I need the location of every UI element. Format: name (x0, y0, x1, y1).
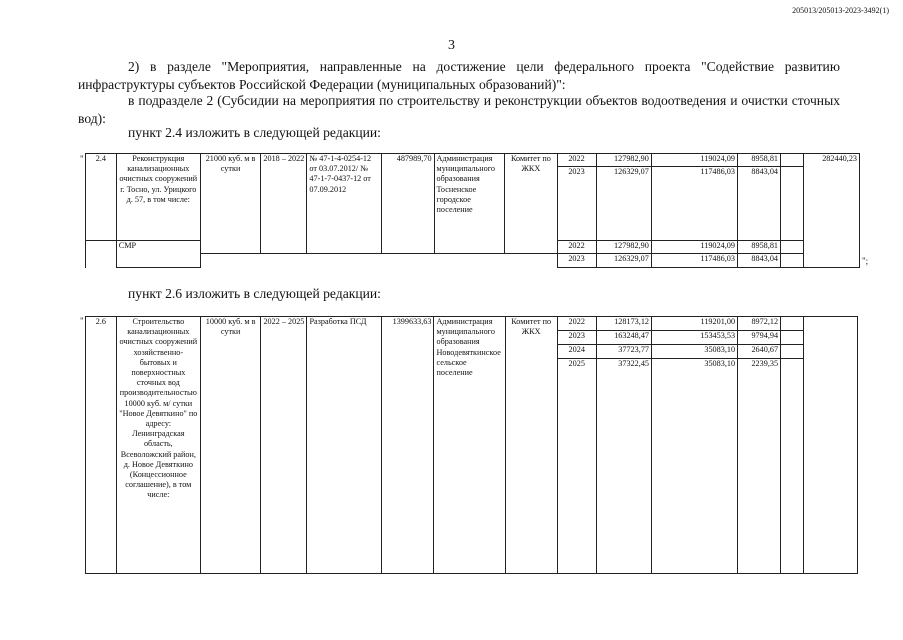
year: 2022 (557, 241, 596, 254)
item-number: 2.4 (86, 154, 117, 241)
year: 2023 (557, 167, 596, 241)
regional-amount: 2239,35 (738, 359, 781, 574)
project-docs: № 47-1-4-0254-12 от 03.07.2012/ № 47-1-7-0437-12 от 07.09.2012 (307, 154, 382, 254)
year: 2023 (557, 254, 596, 267)
regional-amount: 9794,94 (738, 331, 781, 345)
federal-amount: 35083,10 (652, 359, 738, 574)
federal-amount: 119024,09 (651, 154, 737, 167)
regional-amount: 8843,04 (737, 254, 780, 267)
item-2-4-table (85, 153, 860, 268)
item-2-4-close-quote: "; (862, 256, 869, 266)
item-2-4-heading: пункт 2.4 изложить в следующей редакции: (128, 125, 381, 140)
year: 2022 (557, 317, 596, 331)
estimated-cost: 487989,70 (382, 154, 434, 254)
total-amount: 163248,47 (596, 331, 651, 345)
federal-amount: 117486,03 (651, 254, 737, 267)
recipient: Администрация муниципального образования Тосненское городское поселение (434, 154, 505, 254)
capacity: 10000 куб. м в сутки (200, 317, 260, 574)
item-2-6-heading: пункт 2.6 изложить в следующей редакции: (128, 286, 381, 301)
executor: Комитет по ЖКХ (505, 154, 557, 254)
year: 2022 (557, 154, 596, 167)
regional-amount: 2640,67 (738, 345, 781, 359)
total-amount: 37322,45 (596, 359, 651, 574)
period: 2022 – 2025 (261, 317, 307, 574)
federal-amount: 117486,03 (651, 167, 737, 241)
sub-item-name: СМР (116, 241, 200, 268)
period: 2018 – 2022 (261, 154, 307, 254)
table-row (86, 317, 858, 331)
year: 2025 (557, 359, 596, 574)
federal-amount: 119201,00 (652, 317, 738, 331)
total-amount: 127982,90 (596, 154, 651, 167)
year: 2023 (557, 331, 596, 345)
intro-paragraph-2: в подразделе 2 (Субсидии на мероприятия по строительству и реконструкции объектов водоотведения и очистки сточных вод): (78, 93, 840, 126)
total-amount: 126329,07 (596, 254, 651, 267)
regional-amount: 8843,04 (737, 167, 780, 241)
item-2-6-table (85, 316, 858, 574)
total-amount: 127982,90 (596, 241, 651, 254)
table-row (86, 154, 860, 167)
recipient: Администрация муниципального образования Новодевяткинское сельское поселение (434, 317, 505, 574)
item-2-6-open-quote: " (80, 316, 84, 326)
document-id: 205013/205013-2023-3492(1) (792, 6, 889, 15)
page-number: 3 (448, 38, 455, 53)
regional-amount: 8972,12 (738, 317, 781, 331)
item-number: 2.6 (86, 317, 117, 574)
total-amount: 126329,07 (596, 167, 651, 241)
capacity: 21000 куб. м в сутки (200, 154, 260, 254)
regional-amount: 8958,81 (737, 154, 780, 167)
object-name: Строительство канализационных очистных сооружений хозяйственно-бытовых и поверхностных сточных вод производительностью 10000 куб. м/ сутки "Новое Девяткино" по адресу: Ленинградская область, Всеволожский район, д. Новое Девяткино (Концессионное соглашение), в том числе: (116, 317, 200, 574)
item-2-4-open-quote: " (80, 154, 84, 164)
federal-amount: 35083,10 (652, 345, 738, 359)
year: 2024 (557, 345, 596, 359)
federal-amount: 153453,53 (652, 331, 738, 345)
executor: Комитет по ЖКХ (505, 317, 557, 574)
intro-paragraph-1: 2) в разделе "Мероприятия, направленные на достижение цели федерального проекта "Содействие развитию инфраструктуры субъектов Российской Федерации (муниципальных образований)": (78, 59, 840, 92)
object-name: Реконструкция канализационных очистных сооружений г. Тосно, ул. Урицкого д. 57, в том числе: (116, 154, 200, 241)
grand-total: 282440,23 (803, 154, 859, 268)
federal-amount: 119024,09 (651, 241, 737, 254)
project-docs: Разработка ПСД (307, 317, 382, 574)
table-row (86, 254, 860, 267)
regional-amount: 8958,81 (737, 241, 780, 254)
estimated-cost: 1399633,63 (382, 317, 434, 574)
total-amount: 37723,77 (596, 345, 651, 359)
total-amount: 128173,12 (596, 317, 651, 331)
